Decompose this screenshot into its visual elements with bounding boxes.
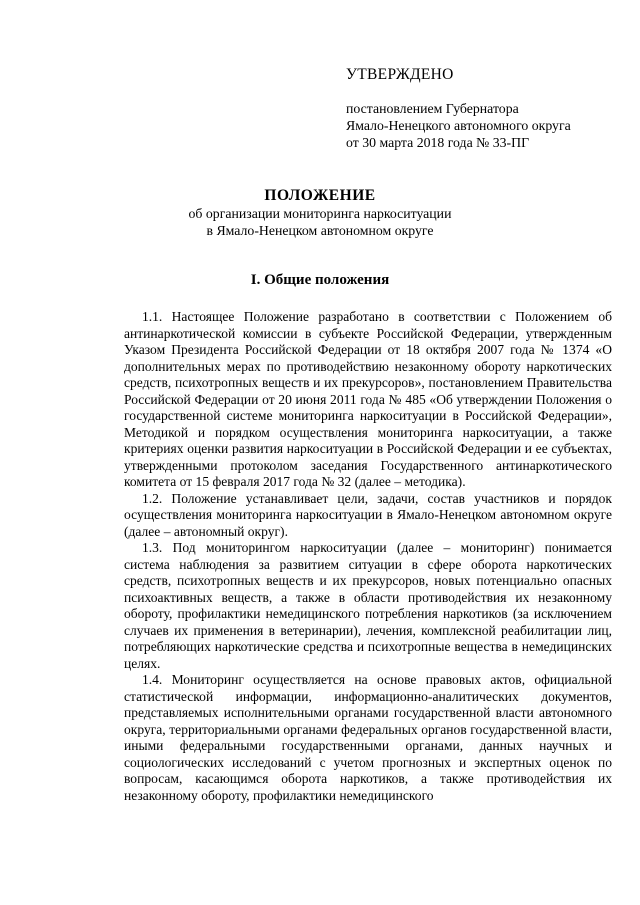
approval-line-1: постановлением Губернатора [346, 101, 519, 116]
paragraph-1-2: 1.2. Положение устанавливает цели, задачи, состав участников и порядок осуществления мониторинга наркоситуации в Ямало-Ненецком автономном округе (далее – автономный округ). [124, 490, 612, 539]
document-body [124, 309, 612, 804]
paragraph-1-3: 1.3. Под мониторингом наркоситуации (далее – мониторинг) понимается система наблюдения за развитием ситуации в сфере оборота наркотических средств, психотропных веществ и их прекурсоров, новых потенциально опасных психоактивных веществ, а также в области противодействия их незаконному обороту, профилактики немедицинского потребления наркотиков (за исключением случаев их применения в ветеринарии), лечения, комплексной реабилитации лиц, потребляющих наркотические средства и психотропные вещества в немедицинских целях. [124, 540, 612, 671]
section-heading: I. Общие положения [250, 272, 390, 288]
document-subtitle-line-2: в Ямало-Ненецком автономном округе [206, 223, 434, 238]
document-subtitle-line-1: об организации мониторинга наркоситуации [188, 206, 452, 221]
approval-stamp [346, 66, 626, 151]
document-title-block [0, 186, 640, 239]
approval-line-3: от 30 марта 2018 года № 33-ПГ [346, 135, 530, 150]
paragraph-1-4: 1.4. Мониторинг осуществляется на основе правовых актов, официальной статистической информации, информационно-аналитических документов, представляемых исполнительными органами государственной власти автономного округа, территориальными органами федеральных органов государственной власти, иными федеральными государственными органами, данных научных и социологических исследований с учетом прогнозных и экспертных оценок по вопросам, касающимся оборота наркотиков, а также противодействия их незаконному обороту, профилактики немедицинского [124, 672, 612, 803]
approval-line-2: Ямало-Ненецкого автономного округа [346, 118, 571, 133]
paragraph-1-1: 1.1. Настоящее Положение разработано в соответствии с Положением об антинаркотической комиссии в субъекте Российской Федерации, утвержденным Указом Президента Российской Федерации от 18 октября 2007 года № 1374 «О дополнительных мерах по противодействию незаконному обороту наркотических средств, психотропных веществ и их прекурсоров», постановлением Правительства Российской Федерации от 20 июня 2011 года № 485 «Об утверждении Положения о государственной системе мониторинга наркоситуации в Российской Федерации», Методикой и порядком осуществления мониторинга наркоситуации, а также критериях оценки развития наркоситуации в Российской Федерации и ее субъектах, утвержденными протоколом заседания Государственного антинаркотического комитета от 15 февраля 2017 года № 32 (далее – методика). [124, 309, 612, 489]
document-title: ПОЛОЖЕНИЕ [264, 187, 376, 204]
approval-header: УТВЕРЖДЕНО [346, 66, 454, 83]
approval-details [346, 100, 626, 151]
